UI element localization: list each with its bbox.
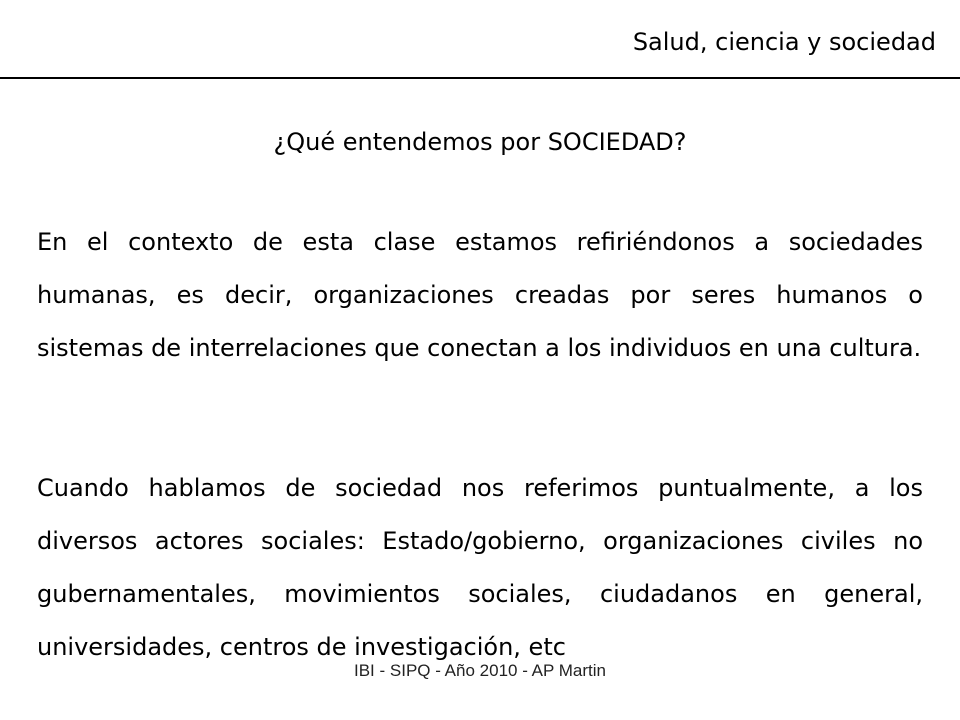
slide-question: ¿Qué entendemos por SOCIEDAD? [273, 128, 687, 156]
footer-credit: IBI - SIPQ - Año 2010 - AP Martin [354, 661, 606, 680]
paragraph-definition: En el contexto de esta clase estamos refiriéndonos a sociedades humanas, es decir, organizaciones creadas por seres humanos o sistemas de interrelaciones que conectan a los individuos en una cultura. [37, 228, 923, 362]
paragraph-social-actors: Cuando hablamos de sociedad nos referimos puntualmente, a los diversos actores sociales: Estado/gobierno, organizaciones civiles no gubernamentales, movimientos sociales, ciudadanos en general, universidades, centros de investigación, etc [37, 474, 923, 661]
header-divider [0, 77, 960, 79]
header-title: Salud, ciencia y sociedad [632, 28, 936, 56]
